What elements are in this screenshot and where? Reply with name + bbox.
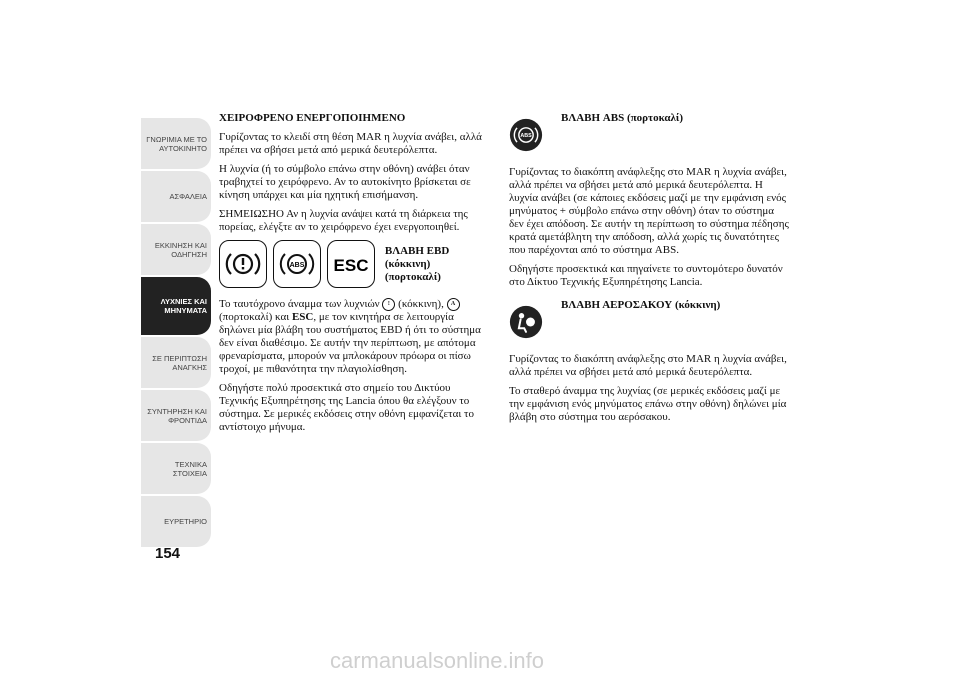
airbag-fault-paragraph-1: Γυρίζοντας το διακόπτη ανάφλεξης στο MAR η λυχνία ανάβει, αλλά πρέπει να σβήσει μετά από μερικά δευτερόλεπτα. xyxy=(509,353,787,378)
ebd-paragraph-1: Το ταυτόχρονο άναμμα των λυχνιών ! (κόκκινη), A (πορτοκαλί) και ESC, με τον κινητήρα σε λειτουργία δηλώνει μία βλάβη του συστήματος EBD ή ότι το σύστημα δεν είναι διαθέσιμο. Σε αυτήν την περίπτωση, με απότομα φρεναρίσματα, μπορούν να μπλοκάρουν πρόωρα οι πίσω τροχοί, με πιθανότητα την πλαγιολίσθηση. xyxy=(219,298,481,376)
tab-warning-lights[interactable]: ΛΥΧΝΙΕΣ ΚΑΙ ΜΗΝΥΜΑΤΑ xyxy=(141,277,211,335)
tab-maintenance[interactable]: ΣΥΝΤΗΡΗΣΗ ΚΑΙ ΦΡΟΝΤΙΔΑ xyxy=(141,390,211,441)
abs-fault-icon-label: ABS xyxy=(520,133,532,140)
tab-emergency[interactable]: ΣΕ ΠΕΡΙΠΤΩΣΗ ΑΝΑΓΚΗΣ xyxy=(141,337,211,388)
handbrake-note: ΣΗΜΕΙΩΣΗΟ Αν η λυχνία ανάψει κατά τη διάρκεια της πορείας, ελέγξτε αν το χειρόφρενο έχει ενεργοποιηθεί. xyxy=(219,208,468,233)
tab-starting-driving[interactable]: ΕΚΚΙΝΗΣΗ ΚΑΙ ΟΔΗΓΗΣΗ xyxy=(141,224,211,275)
airbag-icon xyxy=(509,305,543,339)
ebd-icons-row xyxy=(219,240,489,288)
abs-fault-block xyxy=(509,112,789,152)
abs-icon xyxy=(273,240,321,288)
ebd-heading xyxy=(385,245,489,284)
abs-inline-icon: A xyxy=(447,298,460,311)
tab-getting-to-know[interactable]: ΓΝΩΡΙΜΙΑ ΜΕ ΤΟ ΑΥΤΟΚΙΝΗΤΟ xyxy=(141,118,211,169)
page-number: 154 xyxy=(155,545,181,562)
left-column xyxy=(219,112,489,440)
esc-icon xyxy=(327,240,375,288)
ebd-paragraph-2: Οδηγήστε πολύ προσεκτικά στο σημείο του Δικτύου Τεχνικής Εξυπηρέτησης της Lancia όπου θα ελέγξουν το σύστημα. Σε μερικές εκδόσεις στην οθόνη εμφανίζεται το αντίστοιχο μήνυμα. xyxy=(219,382,474,434)
esc-icon-label: ESC xyxy=(333,256,369,275)
sidebar-tabs xyxy=(141,118,211,549)
tab-safety[interactable]: ΑΣΦΑΛΕΙΑ xyxy=(141,171,211,222)
handbrake-paragraph-2: Η λυχνία (ή το σύμβολο επάνω στην οθόνη) ανάβει όταν τραβηχτεί το χειρόφρενο. Αν το αυτοκίνητο βρίσκεται σε κίνηση υπάρχει και μία ηχητική επισήμανση. xyxy=(219,163,471,201)
airbag-fault-paragraph-2: Το σταθερό άναμμα της λυχνίας (σε μερικές εκδόσεις μαζί με την εμφάνιση ενός μηνύματος επάνω στην οθόνη) δηλώνει μία βλάβη στο σύστημα του αερόσακου. xyxy=(509,385,787,423)
ebd-heading-line-1: ΒΛΑΒΗ EBD xyxy=(384,244,450,257)
airbag-fault-block xyxy=(509,299,789,339)
brake-warning-inline-icon: ! xyxy=(382,298,395,311)
handbrake-heading: ΧΕΙΡΟΦΡΕΝΟ ΕΝΕΡΓΟΠΟΙΗΜΕΝΟ xyxy=(219,112,406,124)
abs-fault-paragraph-1: Γυρίζοντας το διακόπτη ανάφλεξης στο MAR η λυχνία ανάβει, αλλά πρέπει να σβήσει μετά από μερικά δευτερόλεπτα. Η λυχνία ανάβει (σε κάποιες εκδόσεις μαζί με την εμφάνιση ενός μηνύματος + σύμβολο επάνω στην οθόνη) όταν το σύστημα δεν έχει απόδοση. Σε αυτήν τη περίπτωση το σύστημα πέδησης κρατά αμετάβλητη την απόδοση, αλλά χωρίς τις δυνατότητες που παρέχονται από το σύστημα ABS. xyxy=(509,166,789,256)
ebd-heading-line-2: (κόκκινη) (πορτοκαλί) xyxy=(384,257,441,283)
handbrake-paragraph-1: Γυρίζοντας το κλειδί στη θέση MAR η λυχνία ανάβει, αλλά πρέπει να σβήσει μετά από μερικά δευτερόλεπτα. xyxy=(219,131,482,156)
abs-fault-paragraph-2: Οδηγήστε προσεκτικά και πηγαίνετε το συντομότερο δυνατόν στο Δίκτυο Τεχνικής Εξυπηρέτησης Lancia. xyxy=(509,263,783,288)
abs-fault-heading: ΒΛΑΒΗ ABS (πορτοκαλί) xyxy=(561,112,684,124)
tab-technical-data[interactable]: ΤΕΧΝΙΚΑ ΣΤΟΙΧΕΙΑ xyxy=(141,443,211,494)
abs-fault-icon xyxy=(509,118,543,152)
brake-warning-icon xyxy=(219,240,267,288)
right-column xyxy=(509,112,789,430)
footer-watermark: carmanualsonline.info xyxy=(330,648,545,673)
abs-icon-label: ABS xyxy=(289,262,305,269)
airbag-fault-heading: ΒΛΑΒΗ ΑΕΡΟΣΑΚΟΥ (κόκκινη) xyxy=(561,299,721,311)
tab-index[interactable]: ΕΥΡΕΤΗΡΙΟ xyxy=(141,496,211,547)
